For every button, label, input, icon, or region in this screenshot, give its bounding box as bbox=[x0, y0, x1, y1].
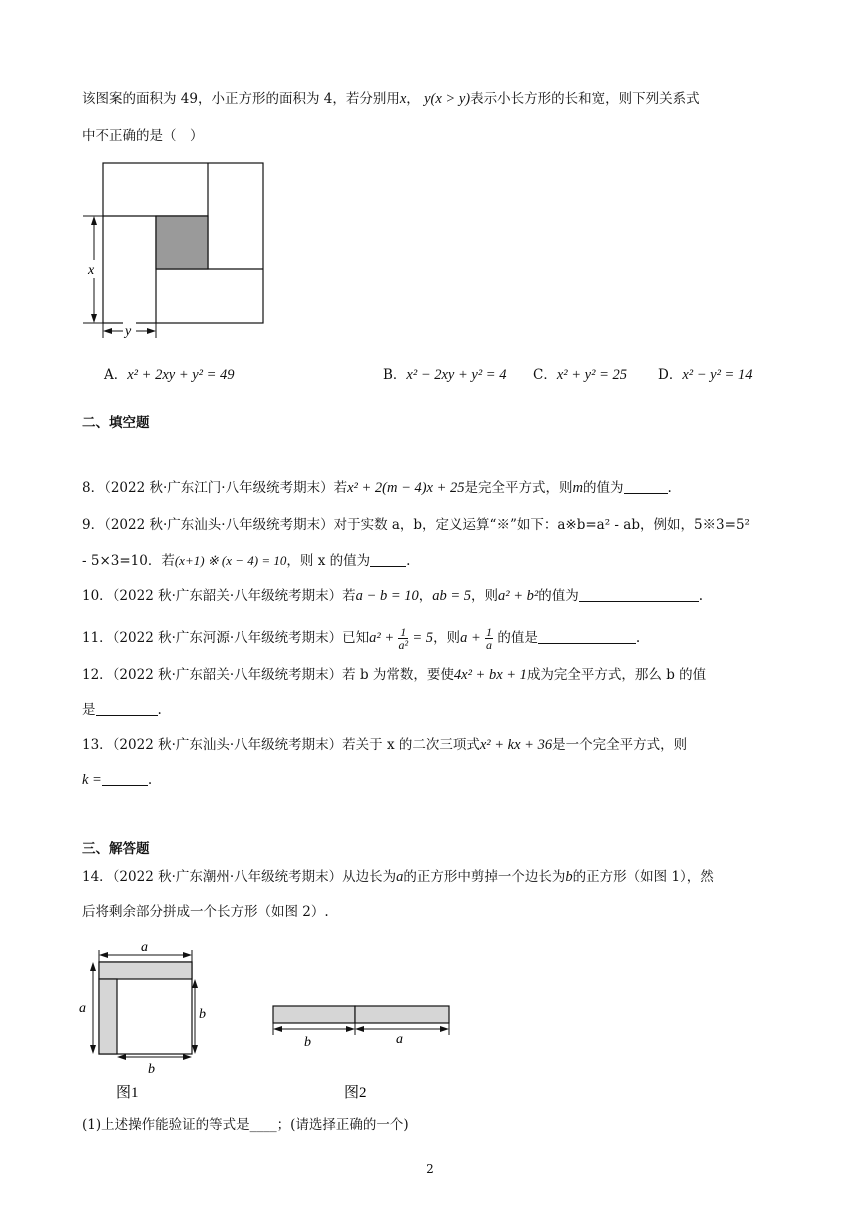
q7-line2: 中不正确的是（ ） bbox=[82, 128, 204, 144]
q14-figure-1 bbox=[74, 936, 224, 1106]
option-d: D．x² − y² = 14 bbox=[658, 367, 753, 383]
fig1-b-bottom: b bbox=[148, 1062, 155, 1077]
fig1-a-left: a bbox=[79, 1001, 86, 1016]
q7-figure bbox=[78, 158, 268, 338]
q9-line1: 9．（2022 秋·广东汕头·八年级统考期末）对于实数 a，b，定义运算“※”如下：a※b=a² - ab，例如，5※3=5² bbox=[82, 517, 750, 533]
q9-line2: - 5×3=10．若(x+1) ※ (x − 4) = 10，则 x 的值为 . bbox=[82, 553, 411, 569]
rectangle-right bbox=[355, 1006, 449, 1023]
fig1-b-right: b bbox=[199, 1007, 206, 1022]
q12-line1: 12．（2022 秋·广东韶关·八年级统考期末）若 b 为常数，要使4x² + bx + 1成为完全平方式，那么 b 的值 bbox=[82, 667, 707, 683]
q14-line2: 后将剩余部分拼成一个长方形（如图 2）. bbox=[82, 904, 329, 920]
q14-line1: 14．（2022 秋·广东潮州·八年级统考期末）从边长为a的正方形中剪掉一个边长为b的正方形（如图 1），然 bbox=[82, 869, 714, 885]
fig1-a-top: a bbox=[141, 940, 148, 955]
q10: 10．（2022 秋·广东韶关·八年级统考期末）若a − b = 10，ab = 5，则a² + b²的值为 . bbox=[82, 588, 704, 604]
small-square bbox=[156, 216, 208, 269]
section-3-title: 三、解答题 bbox=[82, 841, 150, 857]
fig2-b: b bbox=[304, 1035, 311, 1050]
q11-fraction-1: $\frac{1}{\text{a²}}$ bbox=[398, 625, 409, 652]
q14-part1: (1)上述操作能验证的等式是____；(请选择正确的一个) bbox=[82, 1117, 409, 1133]
q12-line2: 是 . bbox=[82, 702, 162, 718]
q13-line2: k = . bbox=[82, 772, 153, 788]
x-label: x bbox=[88, 263, 95, 278]
q11: 11．（2022 秋·广东河源·八年级统考期末）已知a² + $\frac{1}{\text{a²}}$ = 5，则a + $\frac{1}{a}$ 的值是 . bbox=[82, 625, 641, 652]
section-2-title: 二、填空题 bbox=[82, 415, 150, 431]
rectangle-left bbox=[273, 1006, 355, 1023]
q11-fraction-2: $\frac{1}{a}$ bbox=[486, 625, 493, 652]
q13-line1: 13．（2022 秋·广东汕头·八年级统考期末）若关于 x 的二次三项式x² + kx + 36是一个完全平方式，则 bbox=[82, 737, 688, 753]
fig2-a: a bbox=[396, 1032, 403, 1047]
fig2-caption: 图2 bbox=[344, 1085, 367, 1101]
q7-line1: 该图案的面积为 49，小正方形的面积为 4，若分别用x， y(x > y)表示小长方形的长和宽，则下列关系式 bbox=[82, 91, 700, 107]
page-number: 2 bbox=[426, 1162, 434, 1176]
q10-answer-blank[interactable] bbox=[579, 587, 699, 602]
q9-answer-blank[interactable] bbox=[370, 552, 406, 567]
fig1-caption: 图1 bbox=[116, 1085, 139, 1101]
q13-answer-blank[interactable] bbox=[102, 771, 148, 786]
y-label: y bbox=[125, 324, 132, 338]
q14-figure-2 bbox=[268, 996, 458, 1106]
option-a: A．x² + 2xy + y² = 49 bbox=[104, 367, 235, 383]
option-b: B．x² − 2xy + y² = 4 bbox=[383, 367, 507, 383]
option-c: C．x² + y² = 25 bbox=[533, 367, 627, 383]
q8: 8．（2022 秋·广东江门·八年级统考期末）若x² + 2(m − 4)x + 25是完全平方式，则m的值为 . bbox=[82, 480, 672, 496]
shaded-strip-left bbox=[99, 979, 117, 1054]
q12-answer-blank[interactable] bbox=[96, 701, 158, 716]
shaded-strip-top bbox=[99, 962, 192, 979]
q8-answer-blank[interactable] bbox=[624, 479, 668, 494]
q11-answer-blank[interactable] bbox=[538, 629, 636, 644]
